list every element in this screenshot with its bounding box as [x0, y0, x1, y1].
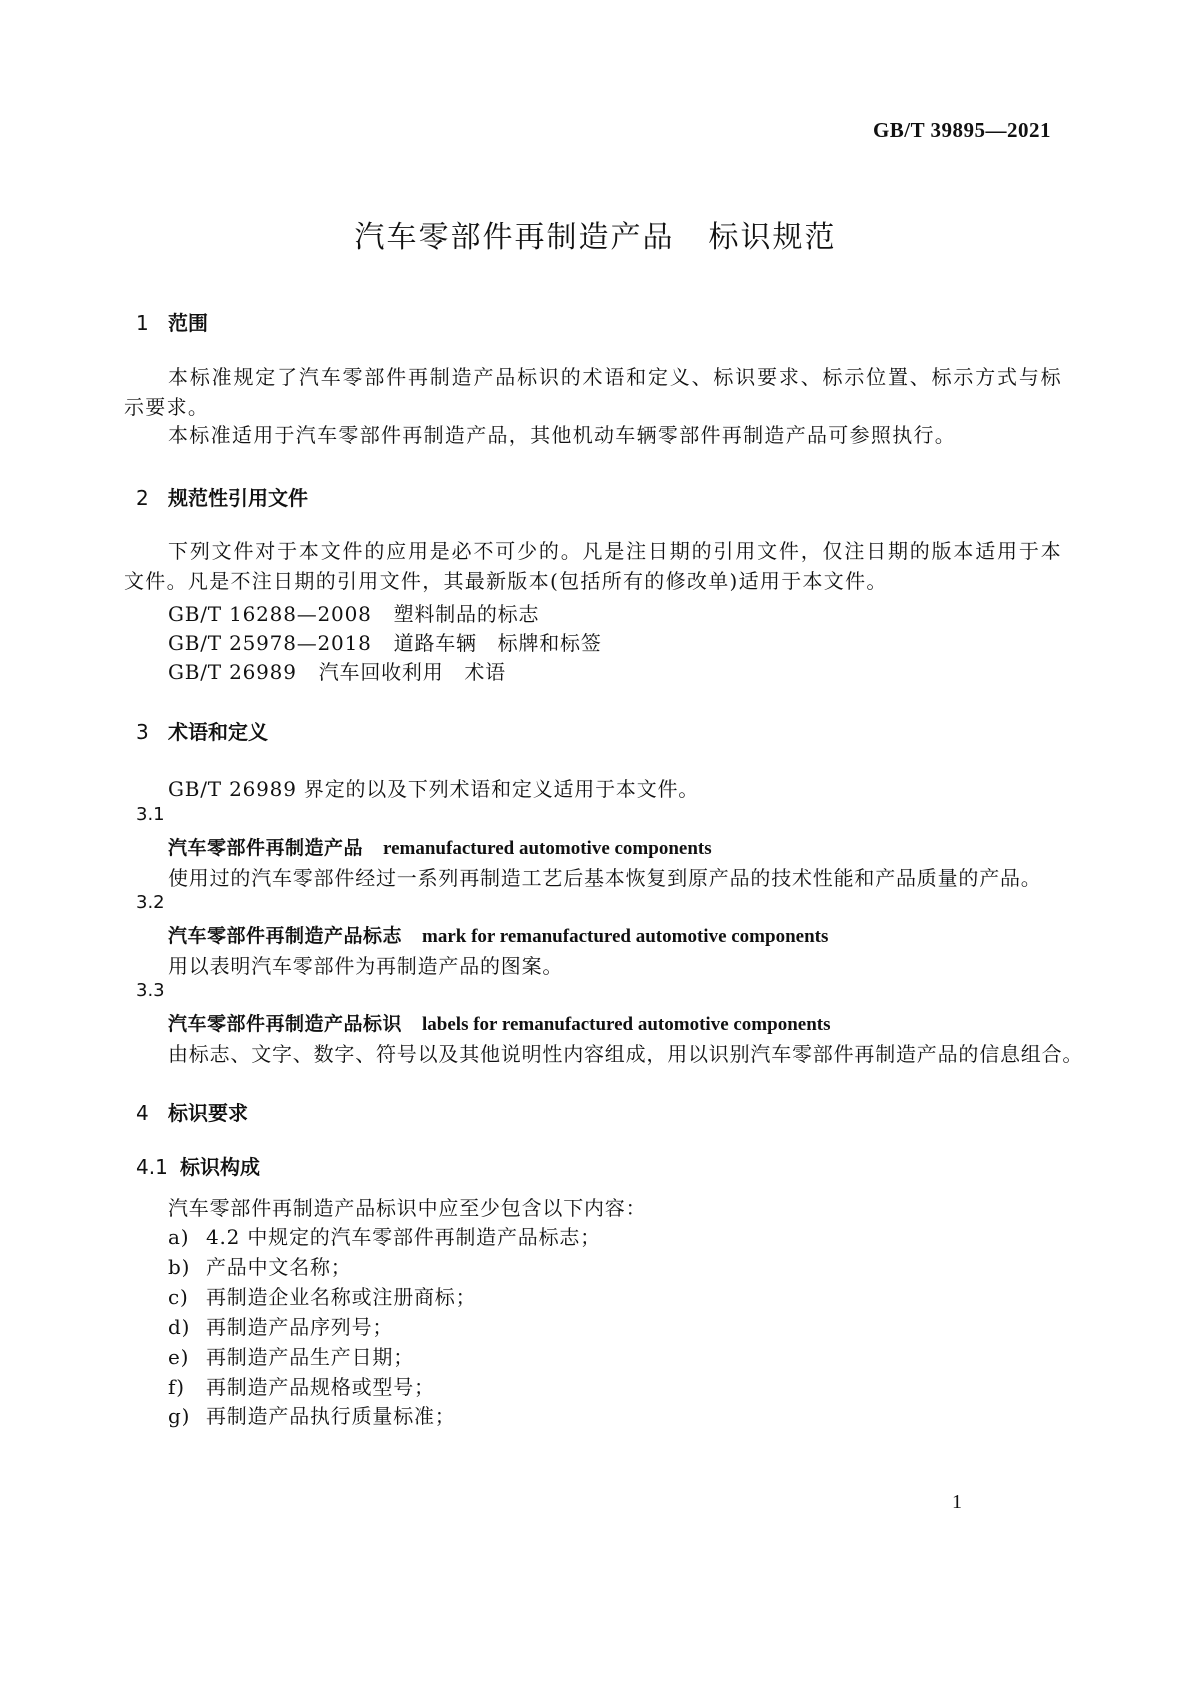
- term-definition: 由标志、文字、数字、符号以及其他说明性内容组成，用以识别汽车零部件再制造产品的信息组合。: [168, 1042, 1084, 1066]
- list-item: [168, 1400, 456, 1429]
- term-number: 3.3: [136, 980, 165, 1001]
- term-entry: [168, 833, 712, 860]
- term-entry: [168, 921, 828, 948]
- section-1-heading: [136, 307, 208, 336]
- section-3-heading: [136, 716, 268, 745]
- subsection-title: 标识构成: [180, 1155, 260, 1179]
- title-part-2: 标识规范: [708, 220, 837, 255]
- list-item: [168, 1341, 414, 1370]
- list-marker: d): [168, 1315, 191, 1339]
- list-marker: c): [168, 1285, 189, 1309]
- reference-code: GB/T 26989: [168, 660, 297, 684]
- subsection-4-1-intro: 汽车零部件再制造产品标识中应至少包含以下内容：: [168, 1196, 647, 1220]
- term-chinese: 汽车零部件再制造产品标识: [168, 1013, 403, 1035]
- list-marker: b): [168, 1255, 191, 1279]
- list-marker: f): [168, 1375, 185, 1399]
- list-item: [168, 1311, 393, 1340]
- section-1-paragraph-1: 本标准规定了汽车零部件再制造产品标识的术语和定义、标识要求、标示位置、标示方式与标示要求。: [124, 365, 1062, 419]
- normative-reference: [168, 656, 506, 685]
- term-number: 3.2: [136, 892, 165, 913]
- list-text: 再制造产品序列号；: [206, 1315, 394, 1339]
- list-marker: e): [168, 1345, 190, 1369]
- section-title: 规范性引用文件: [168, 486, 308, 510]
- list-text: 4.2 中规定的汽车零部件再制造产品标志；: [206, 1225, 601, 1249]
- section-number: 1: [136, 311, 149, 335]
- page-number: 1: [952, 1491, 962, 1513]
- list-item: [168, 1251, 352, 1280]
- list-marker: g): [168, 1404, 191, 1428]
- list-item: [168, 1221, 601, 1250]
- document-title: [0, 212, 1191, 256]
- reference-title: 道路车辆 标牌和标签: [393, 631, 602, 655]
- list-text: 再制造产品规格或型号；: [206, 1375, 435, 1399]
- section-number: 3: [136, 720, 149, 744]
- section-2-paragraph-1: 下列文件对于本文件的应用是必不可少的。凡是注日期的引用文件，仅注日期的版本适用于本文件。凡是不注日期的引用文件，其最新版本(包括所有的修改单)适用于本文件。: [124, 539, 1062, 593]
- normative-reference: [168, 598, 539, 627]
- term-definition: 用以表明汽车零部件为再制造产品的图案。: [168, 954, 564, 978]
- section-1-paragraph-2: 本标准适用于汽车零部件再制造产品，其他机动车辆零部件再制造产品可参照执行。: [168, 423, 957, 447]
- list-item: [168, 1281, 476, 1310]
- section-title: 范围: [168, 311, 208, 335]
- term-chinese: 汽车零部件再制造产品标志: [168, 925, 403, 947]
- term-english: labels for remanufactured automotive components: [422, 1014, 831, 1035]
- term-english: mark for remanufactured automotive components: [422, 926, 829, 947]
- list-marker: a): [168, 1225, 190, 1249]
- normative-reference: [168, 627, 602, 656]
- reference-code: GB/T 16288—2008: [168, 602, 372, 626]
- reference-title: 汽车回收利用 术语: [318, 660, 506, 684]
- section-4-heading: [136, 1097, 248, 1126]
- standard-number: GB/T 39895—2021: [872, 118, 1051, 142]
- list-text: 再制造企业名称或注册商标；: [206, 1285, 477, 1309]
- subsection-4-1-heading: [136, 1151, 260, 1180]
- term-chinese: 汽车零部件再制造产品: [168, 837, 364, 859]
- section-number: 2: [136, 486, 149, 510]
- list-text: 再制造产品执行质量标准；: [206, 1404, 456, 1428]
- term-entry: [168, 1009, 831, 1036]
- section-title: 术语和定义: [168, 720, 268, 744]
- reference-code: GB/T 25978—2018: [168, 631, 372, 655]
- term-english: remanufactured automotive components: [383, 838, 712, 859]
- list-text: 再制造产品生产日期；: [206, 1345, 414, 1369]
- title-part-1: 汽车零部件再制造产品: [354, 220, 675, 255]
- term-number: 3.1: [136, 804, 165, 825]
- subsection-number: 4.1: [136, 1155, 168, 1179]
- section-title: 标识要求: [168, 1101, 248, 1125]
- list-text: 产品中文名称；: [206, 1255, 352, 1279]
- section-3-intro: GB/T 26989 界定的以及下列术语和定义适用于本文件。: [168, 777, 700, 801]
- section-2-heading: [136, 482, 308, 511]
- section-number: 4: [136, 1101, 149, 1125]
- reference-title: 塑料制品的标志: [393, 602, 540, 626]
- list-item: [168, 1371, 435, 1400]
- term-definition: 使用过的汽车零部件经过一系列再制造工艺后基本恢复到原产品的技术性能和产品质量的产品。: [168, 866, 1042, 890]
